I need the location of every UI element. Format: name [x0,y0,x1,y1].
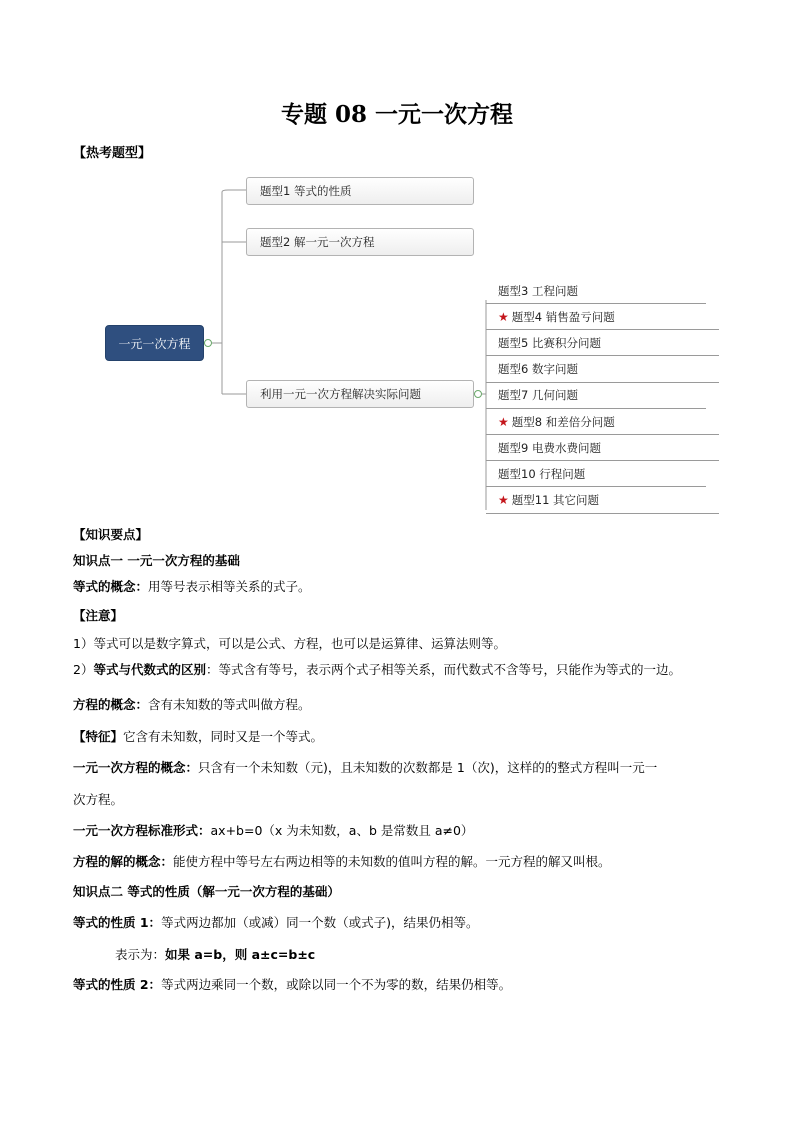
branch-real-problems: 利用一元一次方程解决实际问题 [246,380,474,408]
leaf-label: 题型9 电费水费问题 [498,440,601,455]
page-title: 专题 08 一元一次方程 [280,101,514,128]
note-2 [73,662,773,677]
property-1 [73,915,773,930]
note-2-prefix: 2） [73,662,94,677]
note-heading: 【注意】 [73,608,124,623]
leaf-node [486,330,719,356]
leaf-label: 题型6 数字问题 [498,362,578,377]
leaf-label: 题型8 和差倍分问题 [511,414,615,429]
equation-definition-text: 含有未知数的等式叫做方程。 [148,697,311,712]
knowledge-point-1: 知识点一 一元一次方程的基础 [73,553,240,568]
note-2-text: ：等式含有等号，表示两个式子相等关系，而代数式不含等号，只能作为等式的一边。 [205,662,681,677]
solution-concept [73,854,773,869]
leaf-label: 题型5 比赛积分问题 [498,335,601,350]
leaf-node [486,409,719,435]
property-1-expression [73,947,794,962]
leaf-node [486,461,706,487]
feature-label: 【特征】 [73,729,124,744]
note-2-label: 等式与代数式的区别 [93,662,206,677]
property-2-text: 等式两边乘同一个数，或除以同一个不为零的数，结果仍相等。 [161,977,512,992]
equation-concept-text: 用等号表示相等关系的式子。 [148,579,311,594]
standard-form-label: 一元一次方程标准形式： [73,823,211,838]
property-1-expression-prefix: 表示为： [115,947,166,962]
leaf-node [486,383,706,409]
branch-equation-properties: 题型1 等式的性质 [246,177,474,205]
property-1-expression-formula: 如果 a=b，则 a±c=b±c [165,947,316,962]
linear-equation-concept-cont: 次方程。 [73,792,124,807]
note-1: 1）等式可以是数字算式，可以是公式、方程，也可以是运算律、运算法则等。 [73,636,506,651]
mind-map [0,0,794,530]
branch-solve-equation: 题型2 解一元一次方程 [246,228,474,256]
knowledge-point-2: 知识点二 等式的性质（解一元一次方程的基础） [73,884,340,899]
leaf-label: 题型10 行程问题 [498,466,586,481]
equation-concept [73,579,773,594]
property-1-text: 等式两边都加（或减）同一个数（或式子)，结果仍相等。 [161,915,479,930]
property-2 [73,977,773,992]
leaf-node [486,278,706,304]
feature [73,729,773,744]
solution-concept-label: 方程的解的概念： [73,854,174,869]
star-icon: ★ [498,493,509,508]
collapse-dot-root [205,340,212,347]
linear-equation-concept-text: 只含有一个未知数（元)，且未知数的次数都是 1（次)，这样的的整式方程叫一元一 [198,760,658,775]
feature-text: 它含有未知数，同时又是一个等式。 [123,729,324,744]
property-1-label: 等式的性质 1： [73,915,162,930]
standard-form-text: ax+b=0（x 为未知数，a、b 是常数且 a≠0） [210,823,474,838]
equation-definition-label: 方程的概念： [73,697,149,712]
leaf-label: 题型11 其它问题 [511,493,600,508]
leaf-node [486,357,719,383]
leaf-label: 题型7 几何问题 [498,388,578,403]
property-2-label: 等式的性质 2： [73,977,162,992]
equation-concept-label: 等式的概念： [73,579,149,594]
linear-equation-concept-label: 一元一次方程的概念： [73,760,199,775]
linear-equation-concept [73,760,773,775]
collapse-dot-branch3 [475,391,482,398]
leaf-label: 题型4 销售盈亏问题 [511,309,615,324]
star-icon: ★ [498,309,509,324]
connector-branch1 [222,190,246,192]
standard-form [73,823,773,838]
leaf-node [486,304,719,330]
mind-map-root: 一元一次方程 [105,325,204,361]
equation-definition [73,697,773,712]
leaf-label: 题型3 工程问题 [498,283,578,298]
leaf-node [486,488,719,514]
hot-types-heading: 【热考题型】 [73,146,152,161]
star-icon: ★ [498,414,509,429]
knowledge-heading: 【知识要点】 [73,527,149,542]
leaf-node [486,435,719,461]
solution-concept-text: 能使方程中等号左右两边相等的未知数的值叫方程的解。一元方程的解又叫根。 [173,854,611,869]
